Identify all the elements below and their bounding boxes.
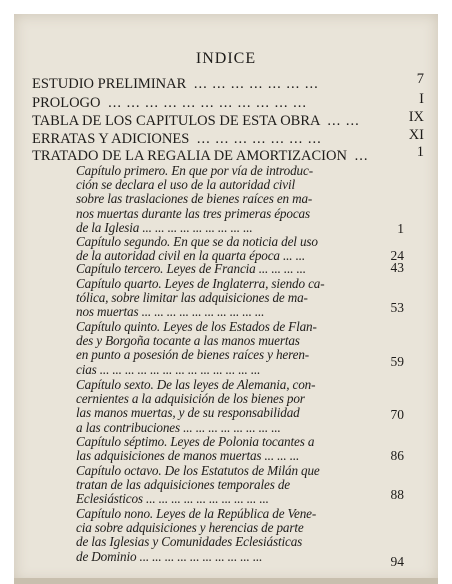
chapter-text-line: Capítulo tercero. Leyes de Francia ... ... ... ... xyxy=(76,261,306,276)
chapter-entry-1 xyxy=(76,164,372,235)
toc-label: ESTUDIO PRELIMINAR xyxy=(32,76,187,92)
chapter-text-line: en punto a posesión de bienes raíces y heren- xyxy=(76,347,310,363)
toc-row-estudio xyxy=(32,71,424,92)
chapter-text-line: Capítulo nono. Leyes de la República de Vene- xyxy=(76,506,317,521)
chapter-text-line: cia sobre adquisiciones y herencias de parte xyxy=(76,520,304,536)
chapter-text-line: de las Iglesias y Comunidades Eclesiásticas xyxy=(76,534,303,550)
chapter-text-line: nos muertas ... ... ... ... ... ... ... ... ... ... xyxy=(76,304,265,320)
chapter-text-line: des y Borgoña tocante a las manos muertas xyxy=(76,333,300,349)
toc-leader: ... ... xyxy=(327,113,360,129)
chapter-text-line: de la autoridad civil en la quarta época ... ... xyxy=(76,248,306,264)
toc-label: ERRATAS Y ADICIONES xyxy=(32,131,190,147)
chapter-page-number: 53 xyxy=(390,300,404,315)
chapter-text-line: Capítulo primero. En que por vía de introduc- xyxy=(76,163,313,178)
chapter-text-line: tólica, sobre limitar las adquisiciones de ma- xyxy=(76,290,308,306)
chapter-entry-9 xyxy=(76,507,372,564)
toc-page-number: XI xyxy=(408,127,424,143)
chapter-entry-5 xyxy=(76,320,372,377)
chapter-page-number: 1 xyxy=(397,221,404,236)
chapter-entry-2 xyxy=(76,235,372,263)
chapter-text-line: Capítulo séptimo. Leyes de Polonia tocantes a xyxy=(76,434,315,449)
index-title: INDICE xyxy=(195,50,257,67)
toc-page-number: 7 xyxy=(416,71,424,87)
toc-leader: ... ... ... ... ... ... ... xyxy=(196,131,322,147)
toc-row-tratado xyxy=(32,144,424,164)
chapter-entry-3 xyxy=(76,262,372,276)
chapter-text-line: Capítulo quarto. Leyes de Inglaterra, siendo ca- xyxy=(76,276,325,291)
chapter-text-line: de Dominio ... ... ... ... ... ... ... ... ... ... xyxy=(76,548,263,564)
chapter-entry-4 xyxy=(76,277,372,320)
chapter-text-line: Capítulo quinto. Leyes de los Estados de Flan- xyxy=(76,319,317,334)
toc-leader: ... ... ... ... ... ... ... xyxy=(193,76,319,92)
chapter-text-line: cias ... ... ... ... ... ... ... ... ... ... ... ... ... xyxy=(76,361,261,377)
toc-leader: ... ... ... ... ... ... ... ... ... ... ... xyxy=(108,95,307,111)
toc-label: PROLOGO xyxy=(32,95,101,111)
chapter-text-line: tratan de las adquisiciones temporales de xyxy=(76,477,290,493)
toc-leader: ... xyxy=(354,148,369,164)
chapter-text-line: a las contribuciones ... ... ... ... ... ... ... ... xyxy=(76,419,281,435)
chapter-text-line: las adquisiciones de manos muertas ... ... ... xyxy=(76,448,300,464)
chapter-text-line: Capítulo sexto. De las leyes de Alemania, con- xyxy=(76,377,316,392)
chapter-text-line: Capítulo segundo. En que se da noticia del uso xyxy=(76,234,318,249)
toc-label: TABLA DE LOS CAPITULOS DE ESTA OBRA xyxy=(32,113,320,129)
book-page xyxy=(14,14,438,582)
toc-page-number: IX xyxy=(408,109,424,125)
toc-page-number: I xyxy=(419,91,424,107)
chapter-text-line: ción se declara el uso de la autoridad civil xyxy=(76,177,296,193)
chapter-page-number: 88 xyxy=(390,487,404,502)
page-edge xyxy=(14,578,438,584)
chapter-page-number: 59 xyxy=(390,354,404,369)
chapter-page-number: 94 xyxy=(390,554,404,569)
chapter-text-line: sobre las traslaciones de bienes raíces en ma- xyxy=(76,191,313,207)
chapter-text-line: de la Iglesia ... ... ... ... ... ... ... ... ... xyxy=(76,219,253,235)
chapter-page-number: 24 xyxy=(390,248,404,263)
toc-page-number: 1 xyxy=(416,144,424,160)
toc-row-erratas xyxy=(32,127,424,147)
chapter-entry-6 xyxy=(76,378,372,435)
chapter-text-line: cernientes a la adquisición de los bienes por xyxy=(76,391,305,407)
chapter-text-line: Eclesiásticos ... ... ... ... ... ... ... ... ... ... xyxy=(76,491,269,507)
chapter-page-number: 86 xyxy=(390,448,404,463)
toc-row-tabla xyxy=(32,109,424,129)
chapter-text-line: nos muertas durante las tres primeras épocas xyxy=(76,205,310,221)
chapter-page-number: 43 xyxy=(390,260,404,275)
chapter-entry-8 xyxy=(76,464,372,507)
chapter-text-line: las manos muertas, y de su responsabilidad xyxy=(76,405,300,421)
toc-row-prologo xyxy=(32,91,424,111)
chapter-text-line: Capítulo octavo. De los Estatutos de Milán que xyxy=(76,463,320,478)
chapter-entry-7 xyxy=(76,435,372,463)
chapter-page-number: 70 xyxy=(390,407,404,422)
toc-label: TRATADO DE LA REGALIA DE AMORTIZACION xyxy=(32,148,347,164)
